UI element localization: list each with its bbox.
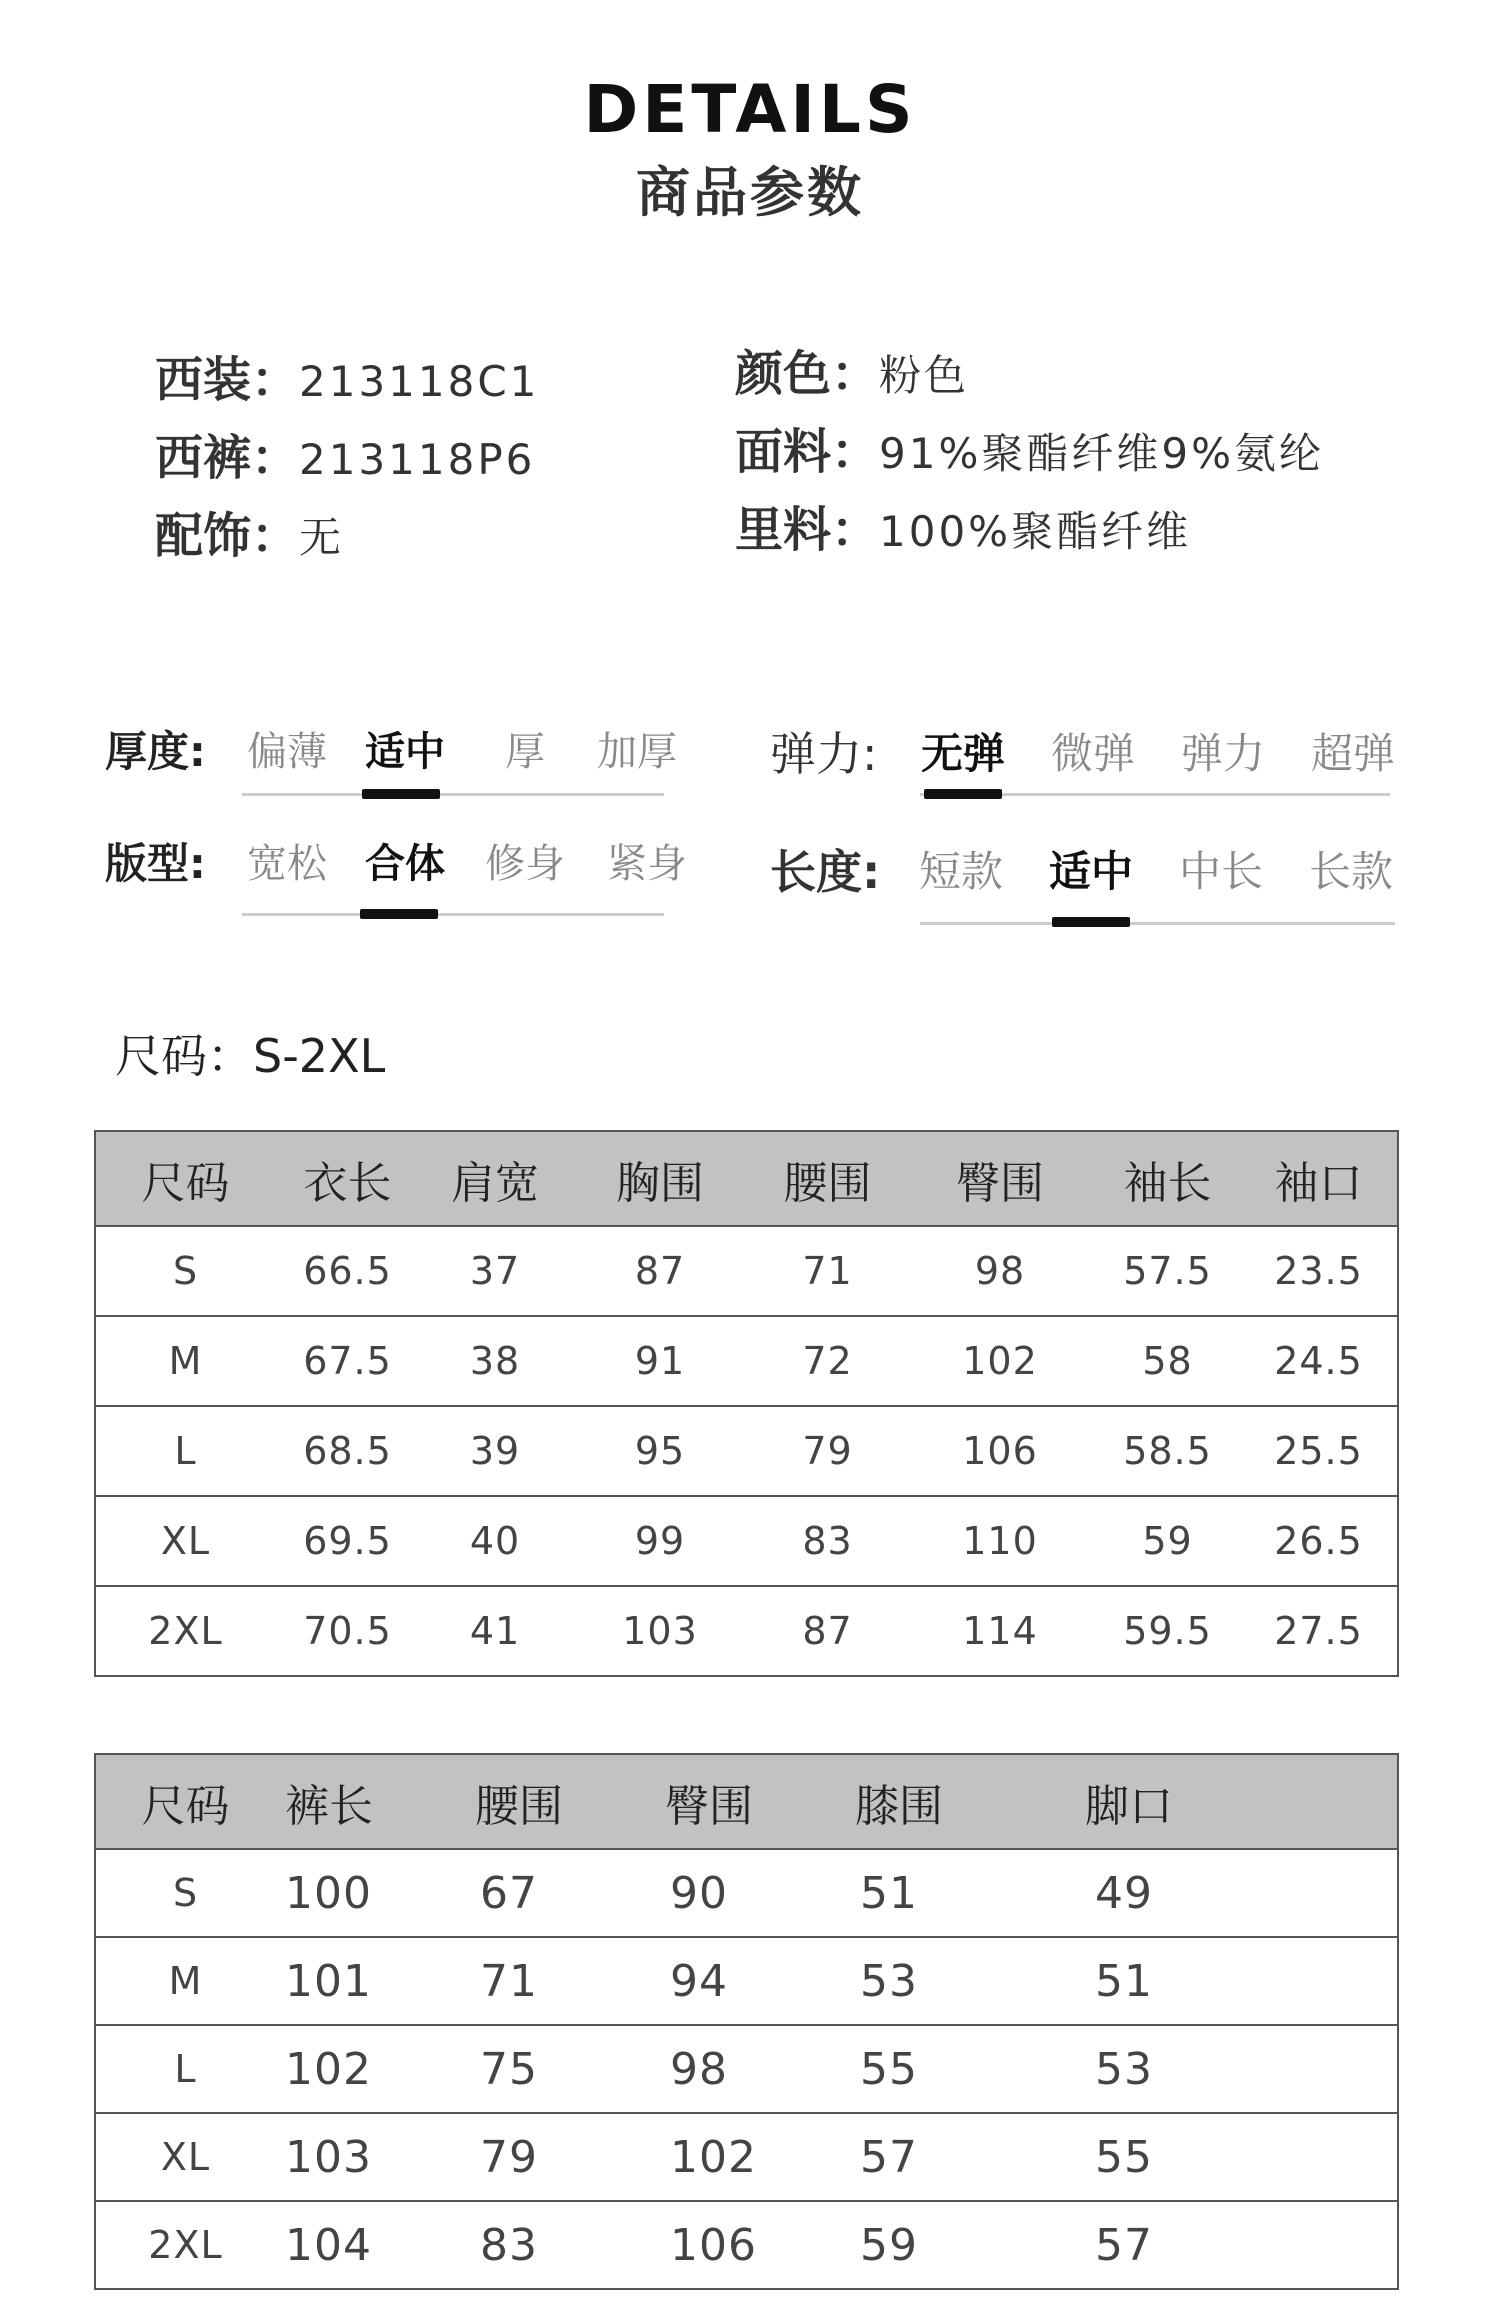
table-cell: 66.5 <box>275 1226 420 1316</box>
table-cell: 23.5 <box>1240 1226 1398 1316</box>
page-title-cn: 商品参数 <box>636 161 864 224</box>
table-header-row <box>95 1754 1398 1849</box>
table-cell: 110 <box>905 1496 1095 1586</box>
column-header: 脚口 <box>1055 1754 1398 1849</box>
table-cell: 98 <box>655 2025 845 2113</box>
spec-accessory-key: 配饰： <box>155 508 300 564</box>
thickness-option-selected: 适中 <box>365 729 445 775</box>
table-row <box>95 1586 1398 1676</box>
spec-color-value: 粉色 <box>879 351 970 400</box>
table-cell: 58.5 <box>1095 1406 1240 1496</box>
spec-suit-key: 西装： <box>155 352 300 408</box>
spec-accessory <box>155 504 344 570</box>
table-cell: 68.5 <box>275 1406 420 1496</box>
fit-option-selected: 合体 <box>365 841 445 887</box>
column-header: 裤长 <box>275 1754 465 1849</box>
spec-fabric-key: 面料： <box>735 424 880 480</box>
elasticity-option: 超弹 <box>1310 729 1395 778</box>
fit-option: 修身 <box>485 841 565 887</box>
table-cell: 87 <box>570 1226 750 1316</box>
length-option: 中长 <box>1178 847 1263 896</box>
table-cell: 59.5 <box>1123 1609 1212 1653</box>
table-cell: 26.5 <box>1240 1496 1398 1586</box>
table-cell: 102 <box>275 2025 465 2113</box>
spec-accessory-value: 无 <box>299 513 345 562</box>
table-cell: 102 <box>655 2113 845 2201</box>
table-cell: 103 <box>275 2113 465 2201</box>
length-option: 长款 <box>1308 847 1393 896</box>
thickness-track <box>242 793 664 796</box>
table-cell: 38 <box>420 1316 570 1406</box>
size-range <box>115 1026 385 1086</box>
column-header: 肩宽 <box>420 1131 570 1226</box>
table-cell: 51 <box>845 1849 1055 1937</box>
length-option-selected: 适中 <box>1048 847 1133 896</box>
table-cell: 67.5 <box>275 1316 420 1406</box>
table-cell: M <box>95 1937 275 2025</box>
table-cell: 69.5 <box>275 1496 420 1586</box>
fit-track <box>242 913 664 916</box>
table-cell: 57.5 <box>1095 1226 1240 1316</box>
spec-color <box>735 342 969 408</box>
length-track <box>920 922 1395 925</box>
column-header: 膝围 <box>845 1754 1055 1849</box>
table-cell: 90 <box>655 1849 845 1937</box>
table-cell: 72 <box>750 1316 905 1406</box>
column-header: 尺码 <box>95 1131 275 1226</box>
jacket-size-table <box>94 1130 1399 1677</box>
column-header: 腰围 <box>750 1131 905 1226</box>
table-row <box>95 1316 1398 1406</box>
table-cell: 83 <box>750 1496 905 1586</box>
spec-lining <box>735 498 1191 564</box>
spec-color-key: 颜色： <box>735 346 880 402</box>
spec-pants-key: 西裤： <box>155 430 300 486</box>
size-range-value: S-2XL <box>253 1029 386 1083</box>
column-header: 衣长 <box>275 1131 420 1226</box>
table-cell: 106 <box>905 1406 1095 1496</box>
thickness-label: 厚度: <box>105 727 206 776</box>
table-cell: 59 <box>860 2219 918 2271</box>
table-cell: 71 <box>465 1937 655 2025</box>
table-cell: 79 <box>750 1406 905 1496</box>
table-row <box>95 1496 1398 1586</box>
table-cell: 57 <box>1095 2219 1153 2271</box>
table-cell: 94 <box>655 1937 845 2025</box>
length-label: 长度: <box>770 845 881 899</box>
spec-suit-value: 213118C1 <box>299 357 540 406</box>
table-cell: 106 <box>670 2219 757 2271</box>
spec-pants <box>155 426 535 492</box>
table-cell: 75 <box>465 2025 655 2113</box>
spec-suit <box>155 348 539 414</box>
table-cell: S <box>95 1226 275 1316</box>
spec-fabric <box>735 420 1324 486</box>
fit-option: 紧身 <box>607 841 687 887</box>
table-row <box>95 2113 1398 2201</box>
table-row <box>95 2201 1398 2289</box>
table-cell: XL <box>95 1496 275 1586</box>
table-cell: L <box>95 1406 275 1496</box>
spec-lining-key: 里料： <box>735 502 880 558</box>
column-header: 尺码 <box>95 1754 275 1849</box>
column-header: 腰围 <box>465 1754 655 1849</box>
page-title-en: DETAILS <box>583 71 917 148</box>
table-row <box>95 1406 1398 1496</box>
table-cell: L <box>95 2025 275 2113</box>
table-cell: 37 <box>420 1226 570 1316</box>
table-cell: M <box>95 1316 275 1406</box>
table-row <box>95 1937 1398 2025</box>
table-cell: 67 <box>465 1849 655 1937</box>
table-cell: 51 <box>1055 1937 1398 2025</box>
table-cell: 27.5 <box>1274 1609 1363 1653</box>
thickness-option: 加厚 <box>597 729 677 775</box>
table-cell: XL <box>95 2113 275 2201</box>
elasticity-label: 弹力: <box>770 727 878 781</box>
table-header-row <box>95 1131 1398 1226</box>
table-cell: 49 <box>1055 1849 1398 1937</box>
table-cell: 79 <box>465 2113 655 2201</box>
elasticity-option: 微弹 <box>1050 729 1135 778</box>
table-row <box>95 2025 1398 2113</box>
fit-label: 版型: <box>105 839 206 888</box>
table-cell: 101 <box>275 1937 465 2025</box>
table-cell: 55 <box>845 2025 1055 2113</box>
table-cell: 71 <box>750 1226 905 1316</box>
length-option: 短款 <box>918 847 1003 896</box>
table-cell: 114 <box>962 1609 1038 1653</box>
table-row <box>95 1849 1398 1937</box>
table-cell: 53 <box>1055 2025 1398 2113</box>
thickness-marker <box>362 789 440 799</box>
table-cell: 25.5 <box>1240 1406 1398 1496</box>
table-row <box>95 1226 1398 1316</box>
table-cell: 53 <box>845 1937 1055 2025</box>
table-cell: 24.5 <box>1240 1316 1398 1406</box>
table-cell: 41 <box>469 1609 521 1653</box>
table-cell: 100 <box>275 1849 465 1937</box>
spec-lining-value: 100%聚酯纤维 <box>879 507 1192 556</box>
table-cell: 91 <box>570 1316 750 1406</box>
table-cell: 2XL <box>148 2223 223 2267</box>
elasticity-option: 弹力 <box>1180 729 1265 778</box>
fit-option: 宽松 <box>247 841 327 887</box>
table-cell: 59 <box>1095 1496 1240 1586</box>
table-cell: S <box>95 1849 275 1937</box>
table-cell: 99 <box>570 1496 750 1586</box>
column-header: 胸围 <box>570 1131 750 1226</box>
thickness-option: 偏薄 <box>247 729 327 775</box>
table-cell: 55 <box>1055 2113 1398 2201</box>
table-cell: 104 <box>285 2219 372 2271</box>
column-header: 袖长 <box>1095 1131 1240 1226</box>
table-cell: 103 <box>622 1609 698 1653</box>
table-cell: 40 <box>420 1496 570 1586</box>
table-cell: 39 <box>420 1406 570 1496</box>
thickness-option: 厚 <box>505 729 545 775</box>
table-cell: 98 <box>905 1226 1095 1316</box>
length-marker <box>1052 917 1130 927</box>
table-cell: 2XL <box>148 1609 223 1653</box>
table-cell: 57 <box>845 2113 1055 2201</box>
pants-size-table <box>94 1753 1399 2290</box>
table-cell: 58 <box>1095 1316 1240 1406</box>
column-header: 臀围 <box>655 1754 845 1849</box>
table-cell: 70.5 <box>303 1609 392 1653</box>
elasticity-marker <box>924 789 1002 799</box>
table-cell: 95 <box>570 1406 750 1496</box>
table-cell: 83 <box>480 2219 538 2271</box>
column-header: 袖口 <box>1240 1131 1398 1226</box>
spec-pants-value: 213118P6 <box>299 435 536 484</box>
column-header: 臀围 <box>905 1131 1095 1226</box>
table-cell: 102 <box>905 1316 1095 1406</box>
size-range-label: 尺码： <box>115 1029 253 1083</box>
spec-fabric-value: 91%聚酯纤维9%氨纶 <box>879 429 1324 478</box>
table-cell: 87 <box>802 1609 853 1653</box>
fit-marker <box>360 909 438 919</box>
elasticity-option-selected: 无弹 <box>920 729 1005 778</box>
